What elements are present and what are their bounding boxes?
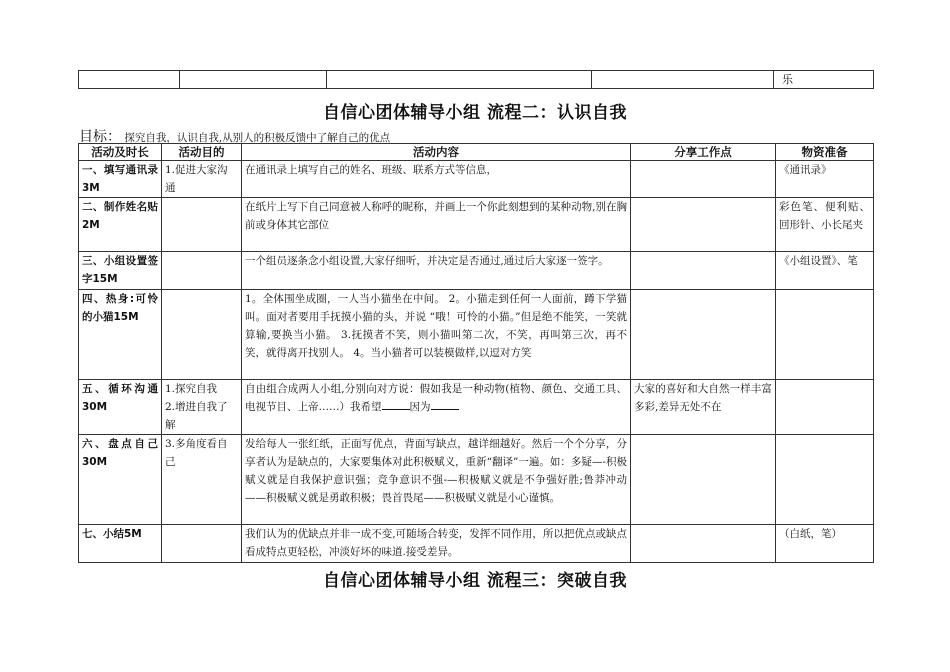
content-cell: 1。全体围坐成圈，一人当小猫坐在中间。 2。小猫走到任何一人面前，蹲下学猫叫。面对者要用手抚摸小猫的头，并说 “哦！可怜的小猫。”但是绝不能笑，一笑就算输,要换当小猫。 3.抚摸者不笑，则小猫叫第二次，不笑，再叫第三次，再不笑，就得离开找别人。 4。当小猫者可以装模做样,以逗对方笑 bbox=[242, 290, 631, 380]
activity-table bbox=[78, 143, 874, 563]
column-header: 活动目的 bbox=[162, 144, 242, 161]
table-cell bbox=[592, 71, 774, 89]
share-cell bbox=[631, 290, 776, 380]
table-row bbox=[79, 290, 874, 380]
purpose-line: 1.探究自我 bbox=[165, 383, 218, 395]
share-cell bbox=[631, 161, 776, 198]
share-cell bbox=[631, 198, 776, 252]
content-cell: 我们认为的优缺点并非一成不变,可随场合转变，发挥不同作用，所以把优点或缺点看成特点更轻松，冲淡好坏的味道.接受差异。 bbox=[242, 525, 631, 563]
content-text: 自由组合成两人小组,分别向对方说：假如我是一种动物(植物、颜色、交通工具、电视节目、上帝……）我希望 bbox=[245, 383, 627, 413]
fill-in-blank bbox=[382, 398, 410, 410]
activity-cell: 四、热身:可怜的小猫15M bbox=[79, 290, 162, 380]
table-row bbox=[79, 380, 874, 435]
column-header: 物资准备 bbox=[776, 144, 874, 161]
section-title: 自信心团体辅导小组 流程三：突破自我 bbox=[323, 571, 627, 591]
purpose-cell bbox=[162, 290, 242, 380]
section-title: 自信心团体辅导小组 流程二：认识自我 bbox=[323, 103, 627, 123]
content-cell: 发给每人一张红纸，正面写优点，背面写缺点，越详细越好。然后一个个分享，分享者认为是缺点的，大家要集体对此积极赋义，重新“翻译”一遍。如：多疑—-积极赋义就是自我保护意识强；竞争意识不强-—积极赋义就是不争强好胜;鲁莽冲动——积极赋义就是勇敢积极；畏首畏尾——积极赋义就是小心谨慎。 bbox=[242, 435, 631, 525]
purpose-cell bbox=[162, 380, 242, 435]
purpose-cell: 1.促进大家沟通 bbox=[162, 161, 242, 198]
share-cell bbox=[631, 252, 776, 290]
activity-cell: 六、盘点自己30M bbox=[79, 435, 162, 525]
share-cell bbox=[631, 435, 776, 525]
activity-cell: 二、制作姓名贴2M bbox=[79, 198, 162, 252]
activity-cell: 七、小结5M bbox=[79, 525, 162, 563]
purpose-cell bbox=[162, 198, 242, 252]
content-cell bbox=[242, 380, 631, 435]
table-cell: 乐 bbox=[774, 71, 874, 89]
materials-cell: （白纸，笔） bbox=[776, 525, 874, 563]
purpose-cell bbox=[162, 525, 242, 563]
share-cell bbox=[631, 525, 776, 563]
purpose-cell bbox=[162, 252, 242, 290]
activity-cell: 五、循环沟通30M bbox=[79, 380, 162, 435]
table-header-row bbox=[79, 144, 874, 161]
table-row bbox=[79, 252, 874, 290]
materials-cell: 彩色笔、便利贴、回形针、小长尾夹 bbox=[776, 198, 874, 252]
purpose-line: 2.增进自我了解 bbox=[165, 401, 228, 431]
column-header: 分享工作点 bbox=[631, 144, 776, 161]
content-cell: 一个组员逐条念小组设置,大家仔细听，并决定是否通过,通过后大家逐一签字。 bbox=[242, 252, 631, 290]
column-header: 活动内容 bbox=[242, 144, 631, 161]
materials-cell: 《通讯录》 bbox=[776, 161, 874, 198]
table-cell bbox=[327, 71, 592, 89]
content-cell: 在纸片上写下自己同意被人称呼的昵称，并画上一个你此刻想到的某种动物,别在胸前或身体其它部位 bbox=[242, 198, 631, 252]
goal-label: 目标： bbox=[79, 129, 121, 145]
share-cell: 大家的喜好和大自然一样丰富多彩,差异无处不在 bbox=[631, 380, 776, 435]
table-row bbox=[79, 71, 874, 89]
table-cell bbox=[180, 71, 327, 89]
materials-cell bbox=[776, 435, 874, 525]
table-row bbox=[79, 161, 874, 198]
content-cell: 在通讯录上填写自己的姓名、班级、联系方式等信息， bbox=[242, 161, 631, 198]
table-row bbox=[79, 525, 874, 563]
materials-cell bbox=[776, 380, 874, 435]
goal-text: 探究自我，认识自我,从别人的积极反馈中了解自己的优点 bbox=[124, 132, 391, 144]
table-row bbox=[79, 435, 874, 525]
activity-cell: 一、填写通讯录3M bbox=[79, 161, 162, 198]
fill-in-blank bbox=[431, 398, 459, 410]
materials-cell bbox=[776, 290, 874, 380]
purpose-cell: 3.多角度看自己 bbox=[162, 435, 242, 525]
table-row bbox=[79, 198, 874, 252]
materials-cell: 《小组设置》、笔 bbox=[776, 252, 874, 290]
content-text: 因为 bbox=[409, 401, 431, 413]
table-cell bbox=[79, 71, 180, 89]
column-header: 活动及时长 bbox=[79, 144, 162, 161]
previous-table-strip bbox=[78, 70, 874, 89]
activity-cell: 三、小组设置签字15M bbox=[79, 252, 162, 290]
